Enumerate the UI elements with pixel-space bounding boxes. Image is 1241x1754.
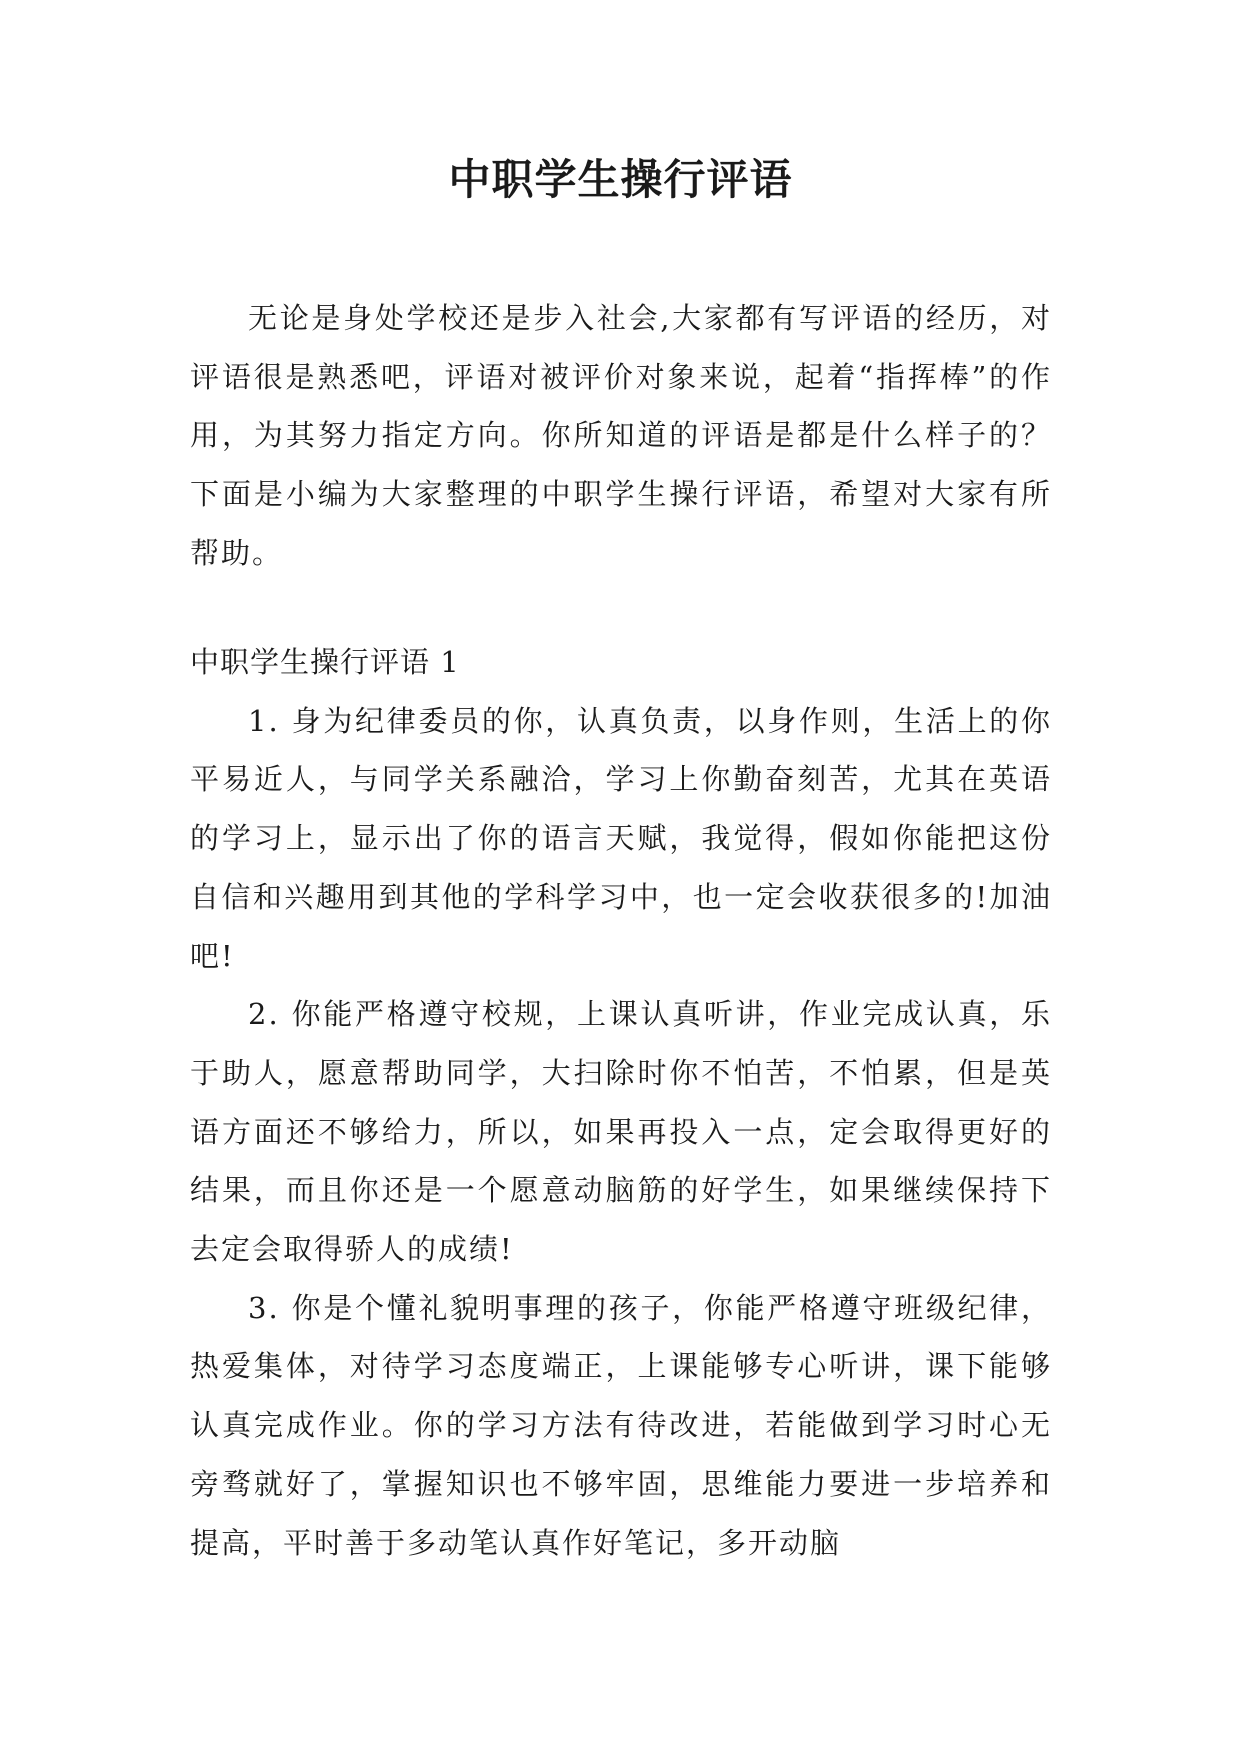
section-block: [190, 633, 1052, 1572]
comment-item-1: 1. 身为纪律委员的你，认真负责，以身作则，生活上的你平易近人，与同学关系融洽，学习上你勤奋刻苦，尤其在英语的学习上，显示出了你的语言天赋，我觉得，假如你能把这份自信和兴趣用到其他的学科学习中，也一定会收获很多的!加油吧!: [190, 703, 1052, 973]
intro-paragraph: 无论是身处学校还是步入社会,大家都有写评语的经历，对评语很是熟悉吧，评语对被评价对象来说，起着“指挥棒”的作用，为其努力指定方向。你所知道的评语是都是什么样子的？下面是小编为大家整理的中职学生操行评语，希望对大家有所帮助。: [190, 301, 1052, 570]
document-title: 中职学生操行评语: [448, 155, 793, 204]
section-heading: 中职学生操行评语 1: [190, 645, 460, 679]
comment-item-2: 2. 你能严格遵守校规，上课认真听讲，作业完成认真，乐于助人，愿意帮助同学，大扫除时你不怕苦，不怕累，但是英语方面还不够给力，所以，如果再投入一点，定会取得更好的结果，而且你还是一个愿意动脑筋的好学生，如果继续保持下去定会取得骄人的成绩!: [190, 997, 1052, 1267]
intro-block: [190, 289, 1052, 583]
comment-item-3: 3. 你是个懂礼貌明事理的孩子，你能严格遵守班级纪律，热爱集体，对待学习态度端正，上课能够专心听讲，课下能够认真完成作业。你的学习方法有待改进，若能做到学习时心无旁骛就好了，掌握知识也不够牢固，思维能力要进一步培养和提高，平时善于多动笔认真作好笔记，多开动脑: [190, 1290, 1052, 1560]
